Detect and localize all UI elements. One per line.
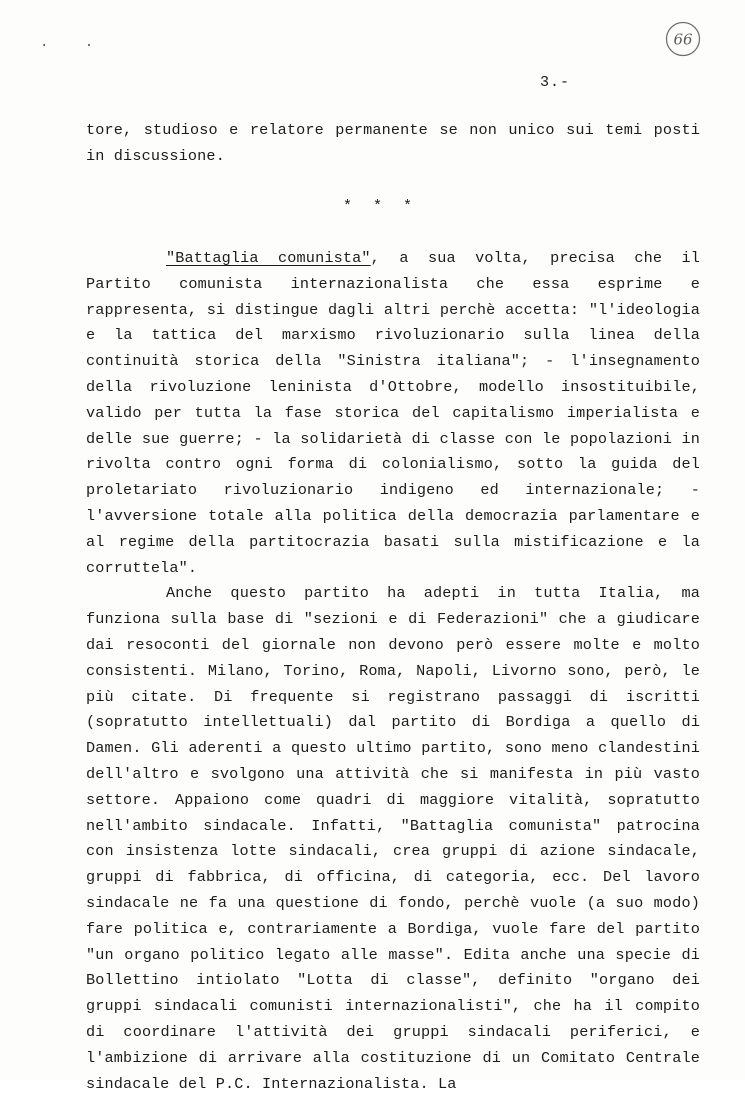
section-separator: * * * [342,198,418,215]
page-stamp [664,20,702,58]
margin-dots: · · [40,38,108,54]
text-block-main [86,246,700,1097]
text-block-top [86,118,700,170]
paragraph-continued: tore, studioso e relatore permanente se non unico sui temi posti in discussione. [86,121,700,165]
page-number: 3.- [540,74,571,91]
paragraph-battaglia-text: , a sua volta, precisa che il Partito comunista internazionalista che essa esprime e rappresenta, si distingue dagli altri perchè accetta: "l'ideologia e la tattica del marxismo rivoluzionario sulla linea della continuità storica della "Sinistra italiana"; - l'insegnamento della rivoluzione leninista d'Ottobre, modello insostituibile, valido per tutta la fase storica del capitalismo imperialista e delle sue guerre; - la solidarietà di classe con le popolazioni in rivolta contro ogni forma di colonialismo, sotto la guida del proletariato rivoluzionario indigeno ed internazionale; - l'avversione totale alla politica della democrazia parlamentare e al regime della partitocrazia basati sulla mistificazione e la corruttela". [86,249,701,577]
paragraph-battaglia [86,246,700,581]
paragraph-adepti: Anche questo partito ha adepti in tutta Italia, ma funziona sulla base di "sezioni e di Federazioni" che a giudicare dai resoconti del giornale non devono però essere molte e molto consistenti. Milano, Torino, Roma, Napoli, Livorno sono, però, le più citate. Di frequente si registrano passaggi di iscritti (sopratutto intellettuali) dal partito di Bordiga a quello di Damen. Gli aderenti a questo ultimo partito, sono meno clandestini dell'altro e svolgono una attività che si manifesta in più vasto settore. Appaiono come quadri di maggiore vitalità, sopratutto nell'ambito sindacale. Infatti, "Battaglia comunista" patrocina con insistenza lotte sindacali, crea gruppi di azione sindacale, gruppi di fabbrica, di officina, di categoria, ecc. Del lavoro sindacale ne fa una questione di fondo, perchè vuole (a suo modo) fare politica e, contrariamente a Bordiga, vuole fare del partito "un organo politico legato alle masse". Edita anche una specie di Bollettino intiolato "Lotta di classe", definito "organo dei gruppi sindacali comunisti internazionalisti", che ha il compito di coordinare l'attività dei gruppi sindacali periferici, e l'ambizione di arrivare alla costituzione di un Comitato Centrale sindacale del P.C. Internazionalista. La [86,584,700,1093]
newspaper-title: "Battaglia comunista" [166,249,371,267]
stamp-number: 66 [673,30,693,49]
